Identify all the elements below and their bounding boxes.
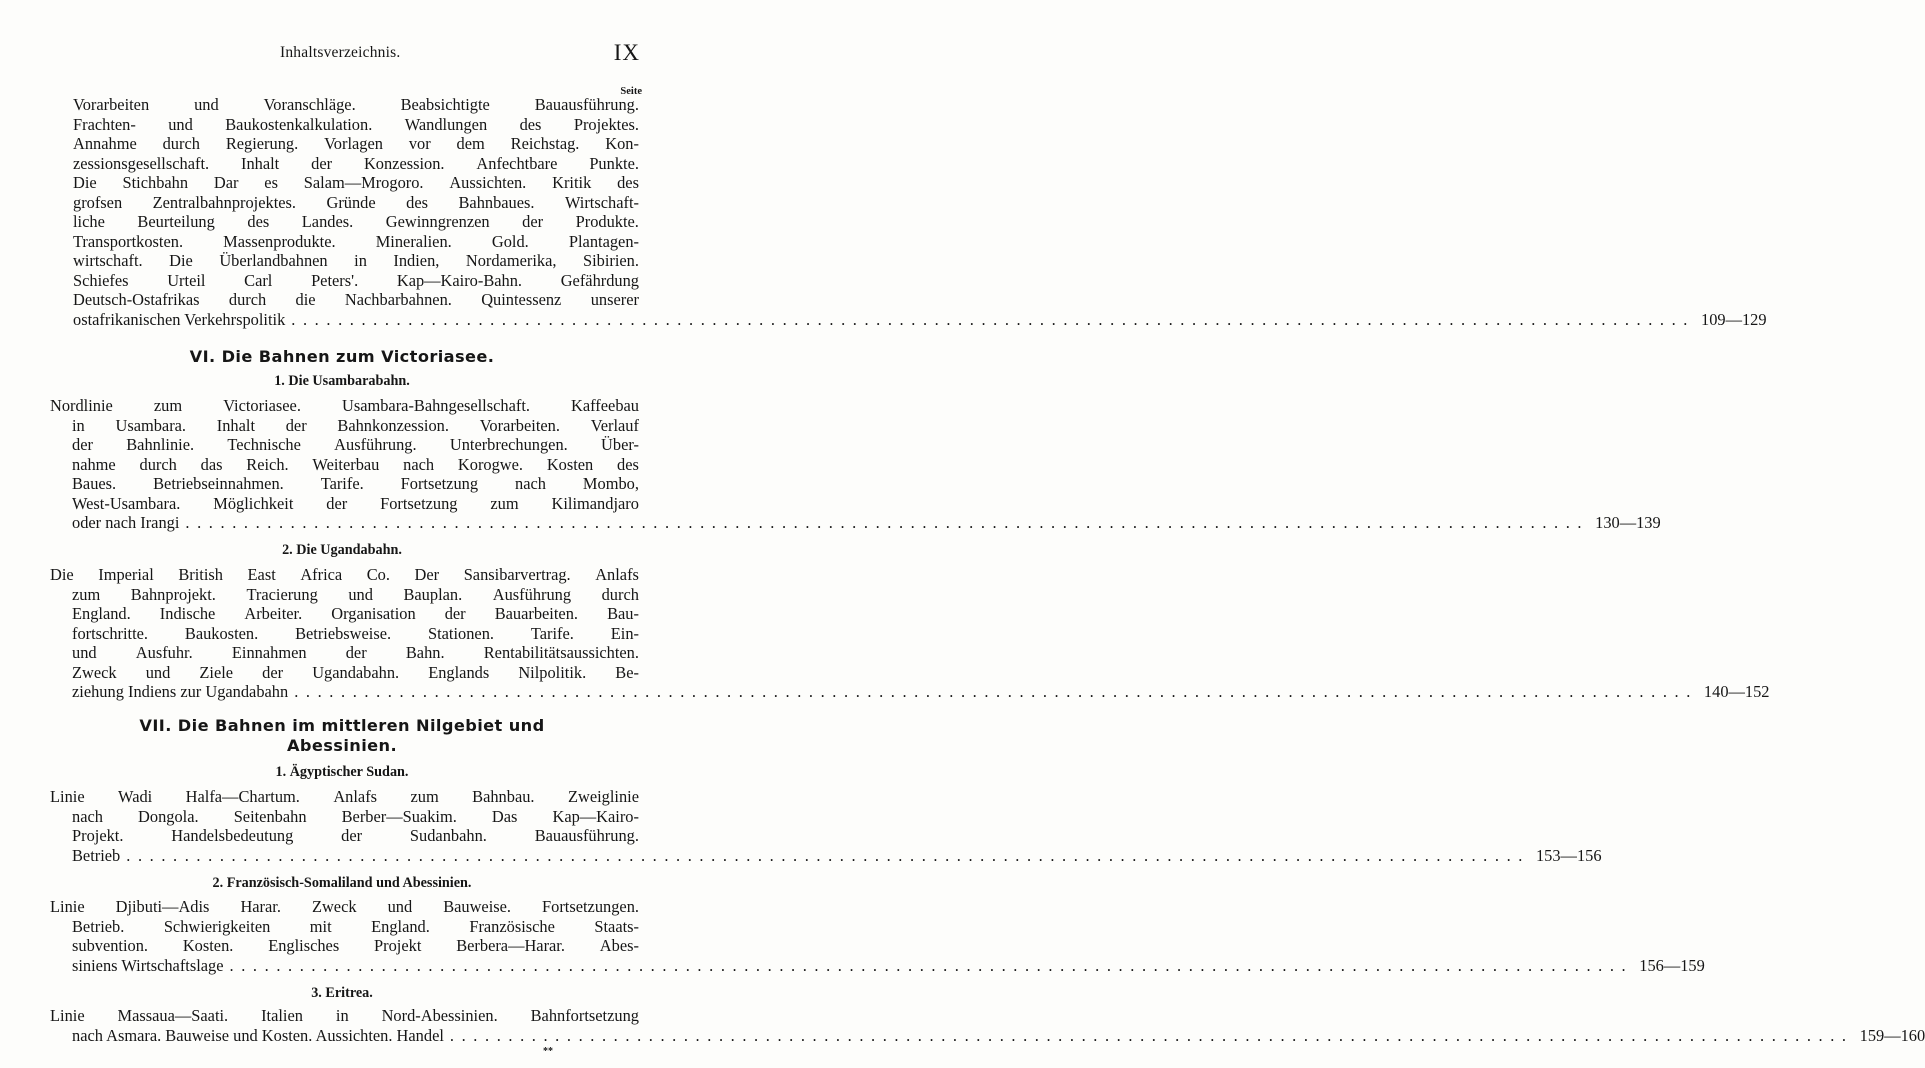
entry-line: Frachten- und Baukostenkalkulation. Wandlungen des Projektes.: [73, 114, 639, 134]
entry-line: subvention. Kosten. Englisches Projekt Berbera—Harar. Abes-: [72, 936, 639, 955]
entry-last-line-text: ziehung Indiens zur Ugandabahn: [72, 682, 289, 701]
entry-line: Vorarbeiten und Voranschläge. Beabsichtigte Bauausführung.: [73, 95, 639, 114]
dot-leader: ........................................................................................................................: [449, 1025, 1854, 1045]
entry-line: Linie Wadi Halfa—Chartum. Anlafs zum Bahnbau. Zweiglinie: [50, 787, 639, 806]
page-range: 109—129: [1701, 309, 1767, 329]
entry-line: Baues. Betriebseinnahmen. Tarife. Fortsetzung nach Mombo,: [72, 474, 639, 493]
subsection-title-sudan: 1. Ägyptischer Sudan.: [275, 764, 409, 780]
seite-column-label: Seite: [620, 86, 642, 97]
entry-line: der Bahnlinie. Technische Ausführung. Unterbrechungen. Über-: [72, 435, 639, 454]
entry-line: zum Bahnprojekt. Tracierung und Bauplan. Ausführung durch: [72, 584, 639, 604]
subsection-title-ugandabahn: 2. Die Ugandabahn.: [282, 542, 402, 558]
entry-line: wirtschaft. Die Überlandbahnen in Indien, Nordamerika, Sibirien.: [73, 251, 639, 270]
page-range: 130—139: [1595, 513, 1661, 532]
entry-line: grofsen Zentralbahnprojektes. Gründe des Bahnbaues. Wirtschaft-: [73, 192, 639, 212]
entry-line: Transportkosten. Massenprodukte. Mineralien. Gold. Plantagen-: [73, 231, 639, 251]
dot-leader: ........................................................................................................................: [294, 682, 1698, 701]
dot-leader: ........................................................................................................................: [229, 955, 1634, 975]
entry-line: Betrieb. Schwierigkeiten mit England. Französische Staats-: [72, 916, 639, 936]
entry-line: Schiefes Urteil Carl Peters'. Kap—Kairo-Bahn. Gefährdung: [73, 270, 639, 290]
entry-line: England. Indische Arbeiter. Organisation der Bauarbeiten. Bau-: [72, 604, 639, 623]
entry-line: liche Beurteilung des Landes. Gewinngrenzen der Produkte.: [73, 212, 639, 231]
entry-line: Die Stichbahn Dar es Salam—Mrogoro. Aussichten. Kritik des: [73, 173, 639, 192]
signature-mark: **: [543, 1046, 553, 1057]
entry-line: Linie Massaua—Saati. Italien in Nord-Abessinien. Bahnfortsetzung: [50, 1006, 639, 1025]
page-range: 140—152: [1703, 682, 1770, 701]
entry-last-line: [50, 682, 1770, 702]
entry-line: zessionsgesellschaft. Inhalt der Konzession. Anfechtbare Punkte.: [73, 153, 639, 173]
entry-line: nach Dongola. Seitenbahn Berber—Suakim. Das Kap—Kairo-: [72, 806, 639, 826]
section-heading-vii-line2: Abessinien.: [286, 736, 398, 755]
toc-entry-sudan: [50, 787, 1602, 865]
entry-line: Zweck und Ziele der Ugandabahn. Englands Nilpolitik. Be-: [72, 662, 639, 682]
toc-entry-usambarabahn: [50, 396, 1661, 533]
entry-line: Nordlinie zum Victoriasee. Usambara-Bahngesellschaft. Kaffeebau: [50, 396, 639, 415]
entry-line: Die Imperial British East Africa Co. Der Sansibarvertrag. Anlafs: [50, 565, 639, 584]
section-heading-vi: VI. Die Bahnen zum Victoriasee.: [189, 347, 495, 366]
toc-entry-ugandabahn: [50, 565, 1770, 702]
page-range: 159—160: [1859, 1025, 1925, 1045]
entry-line: fortschritte. Baukosten. Betriebsweise. Stationen. Tarife. Ein-: [72, 623, 639, 643]
entry-last-line: [50, 955, 1705, 976]
dot-leader: ........................................................................................................................: [185, 513, 1590, 532]
entry-last-line-text: Betrieb: [72, 845, 121, 865]
page-number: IX: [613, 40, 640, 65]
entry-line: nahme durch das Reich. Weiterbau nach Korogwe. Kosten des: [72, 454, 639, 474]
entry-last-line: [73, 309, 1767, 330]
entry-line: in Usambara. Inhalt der Bahnkonzession. Vorarbeiten. Verlauf: [72, 415, 639, 435]
page-range: 153—156: [1535, 845, 1602, 865]
entry-last-line-text: nach Asmara. Bauweise und Kosten. Aussichten. Handel: [72, 1025, 444, 1045]
page-range: 156—159: [1639, 955, 1705, 975]
toc-entry-eritrea: [50, 1006, 1925, 1045]
entry-last-line: [50, 1025, 1925, 1046]
entry-line: und Ausfuhr. Einnahmen der Bahn. Rentabilitätsaussichten.: [72, 643, 639, 662]
entry-last-line-text: siniens Wirtschaftslage: [72, 955, 224, 975]
entry-line: Linie Djibuti—Adis Harar. Zweck und Bauweise. Fortsetzungen.: [50, 897, 639, 916]
running-title: Inhaltsverzeichnis.: [280, 44, 401, 61]
toc-entry-intro: [73, 95, 1767, 329]
dot-leader: ........................................................................................................................: [291, 309, 1695, 329]
entry-last-line: [50, 845, 1602, 866]
entry-line: West-Usambara. Möglichkeit der Fortsetzung zum Kilimandjaro: [72, 493, 639, 513]
subsection-title-somaliland: 2. Französisch-Somaliland und Abessinien.: [212, 875, 472, 891]
entry-line: Annahme durch Regierung. Vorlagen vor dem Reichstag. Kon-: [73, 134, 639, 153]
entry-last-line: [50, 513, 1661, 533]
entry-last-line-text: ostafrikanischen Verkehrspolitik: [73, 309, 286, 329]
dot-leader: ........................................................................................................................: [126, 845, 1530, 865]
entry-last-line-text: oder nach Irangi: [72, 513, 180, 532]
subsection-title-eritrea: 3. Eritrea.: [311, 985, 373, 1001]
toc-entry-somaliland: [50, 897, 1705, 975]
entry-line: Projekt. Handelsbedeutung der Sudanbahn. Bauausführung.: [72, 826, 639, 845]
subsection-title-usambarabahn: 1. Die Usambarabahn.: [274, 373, 410, 389]
section-heading-vii-line1: VII. Die Bahnen im mittleren Nilgebiet und: [139, 716, 545, 735]
entry-line: Deutsch-Ostafrikas durch die Nachbarbahnen. Quintessenz unserer: [73, 290, 639, 309]
